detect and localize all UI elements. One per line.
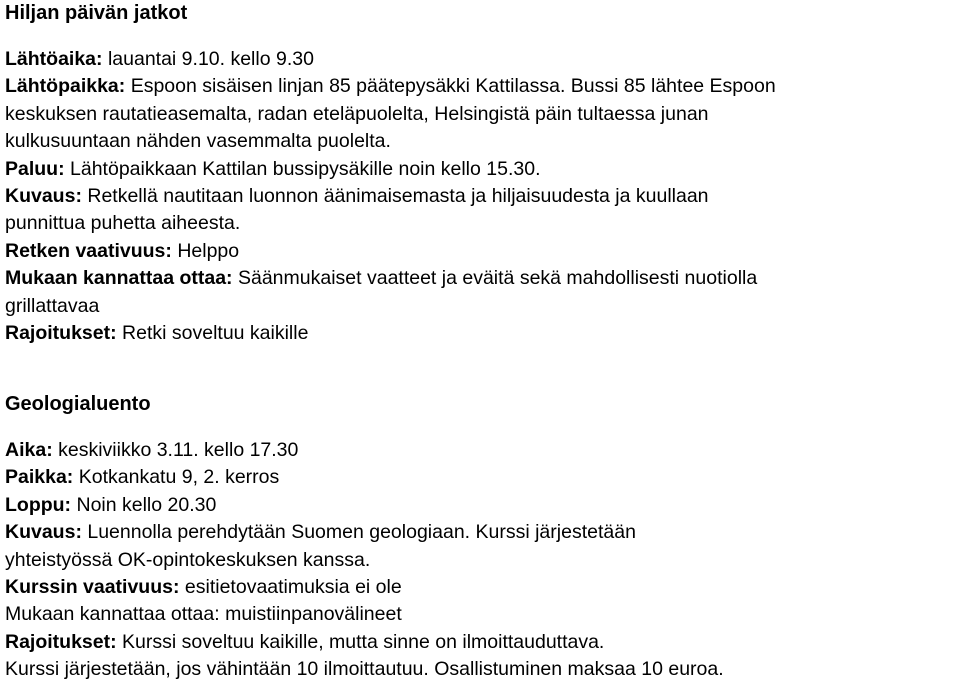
- description-label: Kuvaus:: [5, 521, 82, 544]
- end-value: Noin kello 20.30: [76, 493, 217, 516]
- difficulty-row: [5, 574, 955, 601]
- lecture-details: [5, 437, 955, 684]
- return-label: Paluu:: [5, 157, 65, 180]
- time-row: [5, 437, 955, 464]
- difficulty-label: Retken vaativuus:: [5, 239, 172, 262]
- departure-time-value: lauantai 9.10. kello 9.30: [107, 48, 314, 70]
- difficulty-label: Kurssin vaativuus:: [5, 575, 180, 598]
- description-line: punnittua puhetta aiheesta.: [5, 212, 241, 235]
- restrictions-label: Rajoitukset:: [5, 321, 117, 344]
- return-row: [5, 156, 955, 183]
- description-row: [5, 183, 955, 210]
- departure-place-label: Lähtöpaikka:: [5, 75, 126, 98]
- place-row: [5, 464, 955, 491]
- place-value: Kotkankatu 9, 2. kerros: [78, 466, 280, 489]
- end-label: Loppu:: [5, 493, 72, 516]
- bring-row: [5, 265, 955, 292]
- departure-place-value: Espoon sisäisen linjan 85 päätepysäkki Kattilassa. Bussi 85 lähtee Espoon: [130, 75, 776, 98]
- bring-text: Mukaan kannattaa ottaa: muistiinpanovälineet: [5, 603, 402, 626]
- restrictions-label: Rajoitukset:: [5, 630, 117, 653]
- difficulty-value: Helppo: [177, 239, 240, 262]
- restrictions-row: [5, 320, 955, 347]
- restrictions-value: Kurssi soveltuu kaikille, mutta sinne on ilmoittauduttava.: [122, 630, 605, 653]
- bring-value: Säänmukaiset vaatteet ja eväitä sekä mahdollisesti nuotiolla: [237, 267, 758, 290]
- difficulty-value: esitietovaatimuksia ei ole: [184, 575, 402, 598]
- return-value: Lähtöpaikkaan Kattilan bussipysäkille noin kello 15.30.: [70, 157, 541, 180]
- description-value: Luennolla perehdytään Suomen geologiaan. Kurssi järjestetään: [87, 521, 636, 544]
- section-lecture: [5, 391, 955, 418]
- departure-place-line: keskuksen rautatieasemalta, radan eteläpuolelta, Helsingistä päin tultaessa junan: [5, 102, 709, 125]
- departure-time-row: [5, 46, 955, 73]
- departure-place-line: kulkusuuntaan nähden vasemmalta puolelta.: [5, 130, 391, 153]
- section-title: Geologialuento: [5, 393, 151, 415]
- departure-place-row: [5, 73, 955, 100]
- participation-note: Kurssi järjestetään, jos vähintään 10 ilmoittautuu. Osallistuminen maksaa 10 euroa.: [5, 658, 724, 681]
- description-label: Kuvaus:: [5, 184, 82, 207]
- restrictions-value: Retki soveltuu kaikille: [122, 321, 309, 344]
- time-value: keskiviikko 3.11. kello 17.30: [58, 439, 299, 461]
- section-hike: [5, 0, 955, 27]
- place-label: Paikka:: [5, 466, 74, 489]
- departure-time-label: Lähtöaika:: [5, 48, 103, 70]
- bring-label: Mukaan kannattaa ottaa:: [5, 267, 233, 290]
- hike-details: [5, 46, 955, 347]
- end-row: [5, 492, 955, 519]
- restrictions-row: [5, 629, 955, 656]
- difficulty-row: [5, 238, 955, 265]
- description-value: Retkellä nautitaan luonnon äänimaisemasta ja hiljaisuudesta ja kuullaan: [87, 184, 709, 207]
- time-label: Aika:: [5, 439, 53, 461]
- bring-line: grillattavaa: [5, 294, 100, 317]
- description-line: yhteistyössä OK-opintokeskuksen kanssa.: [5, 548, 371, 571]
- description-row: [5, 519, 955, 546]
- section-title: Hiljan päivän jatkot: [5, 2, 188, 24]
